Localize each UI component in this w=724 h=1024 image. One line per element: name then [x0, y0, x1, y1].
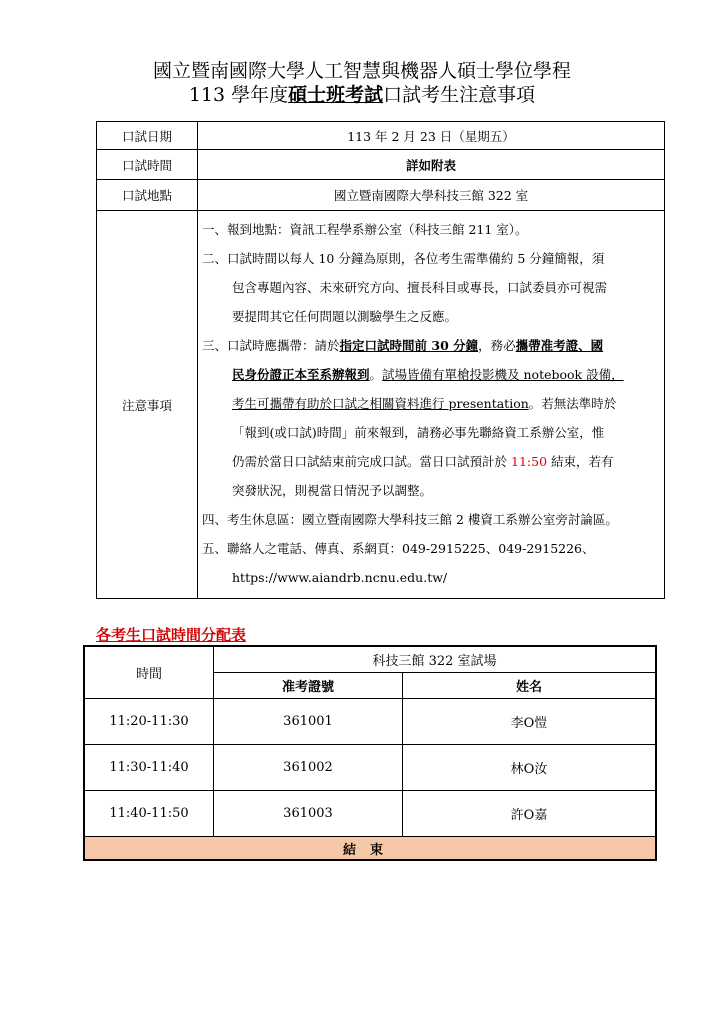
schedule-header-row-1	[84, 646, 656, 673]
note-3-b: 指定口試時間前 30 分鐘	[339, 338, 479, 353]
schedule-title: 各考生口試時間分配表	[96, 626, 247, 644]
table-row	[84, 745, 656, 791]
note-3-line-2	[202, 360, 660, 389]
notes-label: 注意事項	[97, 211, 198, 599]
subtitle-bold: 碩士班考試	[288, 84, 384, 106]
note-3-i: 。若無法準時於	[528, 396, 617, 411]
slot-time: 11:40-11:50	[84, 791, 214, 837]
note-3-d: 攜帶准考證、國	[515, 338, 604, 353]
note-3-line-4: 「報到(或口試)時間」前來報到，請務必事先聯絡資工系辦公室，惟	[232, 425, 605, 440]
date-row	[97, 122, 665, 150]
note-3-f: 。	[369, 367, 383, 382]
table-row	[84, 699, 656, 745]
note-2-line-2: 包含專題內容、未來研究方向、擅長科目或專長，口試委員亦可視需	[232, 280, 608, 295]
place-value: 國立暨南國際大學科技三館 322 室	[198, 180, 665, 211]
end-row	[84, 837, 656, 861]
note-2-line-1: 二、口試時間以每人 10 分鐘為原則，各位考生需準備約 5 分鐘簡報，須	[202, 251, 605, 266]
note-3-c: ，務必	[478, 338, 516, 353]
page-title: 國立暨南國際大學人工智慧與機器人碩士學位學程	[152, 60, 571, 82]
end-label: 結束	[84, 837, 656, 861]
note-3-e: 民身份證正本至系辦報到	[232, 367, 370, 382]
subtitle-prefix: 113 學年度	[188, 84, 289, 106]
subtitle-suffix: 口試考生注意事項	[383, 84, 536, 106]
table-row	[84, 791, 656, 837]
time-row	[97, 150, 665, 180]
website-link[interactable]: https://www.aiandrb.ncnu.edu.tw/	[232, 570, 448, 585]
schedule-table	[83, 645, 657, 861]
date-label: 口試日期	[97, 122, 198, 150]
room-header: 科技三館 322 室試場	[214, 646, 657, 673]
note-1: 一、報到地點：資訊工程學系辦公室（科技三館 211 室）。	[202, 222, 528, 237]
info-table	[96, 121, 665, 599]
note-3-a: 三、口試時應攜帶：請於	[202, 338, 340, 353]
note-3-line-6: 突發狀況，則視當日情況予以調整。	[232, 483, 433, 498]
name-header: 姓名	[403, 673, 657, 699]
candidate-name: 李O愷	[403, 699, 657, 745]
time-label: 口試時間	[97, 150, 198, 180]
candidate-id: 361003	[214, 791, 403, 837]
id-header: 准考證號	[214, 673, 403, 699]
note-3-l5-a: 仍需於當日口試結束前完成口試。當日口試預計於	[232, 454, 508, 469]
candidate-id: 361002	[214, 745, 403, 791]
note-3-line-5	[202, 447, 660, 476]
time-header: 時間	[84, 646, 214, 699]
note-3-l5-b: 結束，若有	[551, 454, 614, 469]
date-value: 113 年 2 月 23 日（星期五）	[198, 122, 665, 150]
notes-row	[97, 211, 665, 599]
notes-content	[198, 211, 665, 599]
page-subtitle	[0, 80, 724, 107]
note-2-line-3: 要提問其它任何問題以測驗學生之反應。	[232, 309, 458, 324]
time-value: 詳如附表	[198, 150, 665, 180]
place-row	[97, 180, 665, 211]
candidate-id: 361001	[214, 699, 403, 745]
candidate-name: 林O汝	[403, 745, 657, 791]
note-3-h: 考生可攜帶有助於口試之相關資料進行 presentation	[232, 396, 529, 411]
candidate-name: 許O嘉	[403, 791, 657, 837]
note-3-g: 試場皆備有單槍投影機及 notebook 設備，	[382, 367, 624, 382]
slot-time: 11:20-11:30	[84, 699, 214, 745]
note-3-line-3	[202, 389, 660, 418]
note-3-line-1	[202, 331, 660, 360]
end-time: 11:50	[511, 454, 548, 469]
slot-time: 11:30-11:40	[84, 745, 214, 791]
note-5-line-1: 五、聯絡人之電話、傳真、系網頁：049-2915225、049-2915226、	[202, 541, 595, 556]
note-4: 四、考生休息區：國立暨南國際大學科技三館 2 樓資工系辦公室旁討論區。	[202, 512, 618, 527]
place-label: 口試地點	[97, 180, 198, 211]
